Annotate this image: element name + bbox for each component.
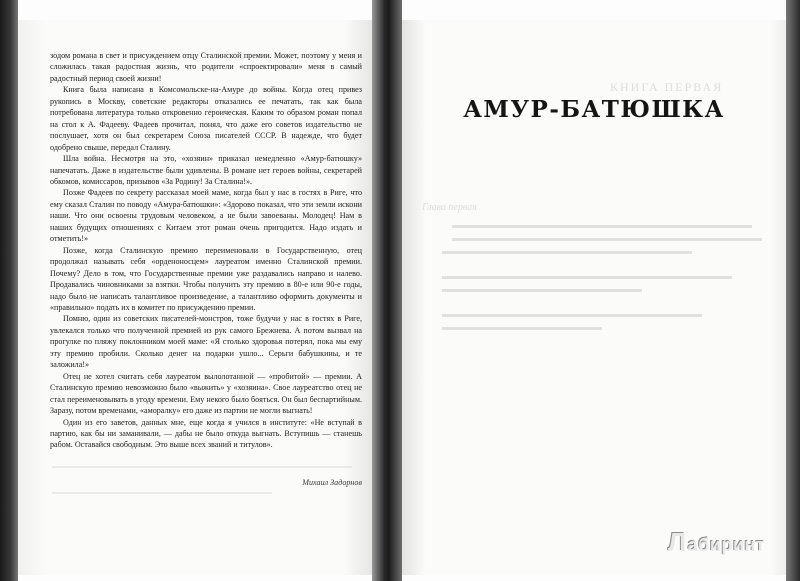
paragraph: Позже Фадеев по секрету рассказал моей маме, когда был у нас в гостях в Риге, что ему сказал Сталин по поводу «Амура-батюшки»: «Здорово показал, что эти земли искони наши. Что они освоены трудовым человеком, а не были завоеваны. Молодец! Нам в наших будущих отношениях с Китаем этот роман очень пригодится. Надо издать и отметить!» (50, 188, 362, 244)
watermark-text: абиринт (687, 535, 766, 555)
show-through-line (442, 314, 702, 317)
paragraph: Отец не хотел считать себя лауреатом вылолотанной — «пробитой» — премии. А Сталинскую премию невозможно было «выжить» у «хозяина». Свое лауреатство отец не стал переименовывать в угоду времени. Ему некого было бояться. Он был беспартийным. Заразу, потом временами, «аморалку» его даже из партии не могли выгнать! (50, 371, 362, 416)
left-edge-shadow (0, 0, 18, 581)
show-through-subheading: Глава первая (422, 202, 477, 213)
bleed-through-line (52, 466, 352, 468)
reverse-side-show-through (412, 80, 772, 500)
author-signature: Михаил Задорнов (302, 478, 362, 487)
paragraph: Помню, один из советских писателей-монстров, тоже будучи у нас в гостях в Риге, увлекался только что полученной премией из рук самого Брежнева. А потом вызвал на прогулке по пляжу поклонником моей маме: «Я столько здоровья потерял, пока мы ему эту премию пробили. Сколько денег на подарки ушло... Серьги бабушкины, и те заложила!» (50, 314, 362, 370)
show-through-line (442, 276, 732, 279)
bleed-through-line (52, 492, 272, 494)
paragraph: Позже, когда Сталинскую премию переименовали в Государственную, отец продолжал называть себя «орденоносцем» лауреатом именно Сталинской премии. Почему? Дело в том, что Государственные премии уже раздавались направо и налево. Продавались чиновниками за взятки. Чтобы получить эту премию в 80-е или 90-е годы, надо было не написать талантливое произведение, а талантливо оформить документы и «правильно» подать их в комитет по присуждению премии. (50, 245, 362, 312)
show-through-heading: КНИГА ПЕРВАЯ (610, 80, 724, 94)
paragraph: Один из его заветов, данных мне, еще когда я учился в институте: «Не вступай в партию, как бы ни заманивали, — дабы не было откуда выгнать. Вступишь — станешь рабом. Оставайся свободным. Это выше всех званий и титулов». (50, 417, 362, 450)
labirint-watermark (668, 527, 765, 558)
show-through-line (442, 289, 642, 292)
labirint-logo-icon: Л (668, 527, 687, 557)
show-through-line (452, 225, 752, 228)
spine-shadow (372, 0, 402, 581)
right-edge-shadow (786, 0, 800, 581)
paragraph: Шла война. Несмотря на это, «хозяин» приказал немедленно «Амур-батюшку» напечатать. Даже в издательстве были удивлены. В романе нет героев войны, секретарей обкомов, комиссаров, призывов «За Родину! За Сталина!». (50, 154, 362, 186)
show-through-line (452, 238, 762, 241)
show-through-line (442, 327, 602, 330)
book-title: АМУР-БАТЮШКА (463, 96, 725, 123)
paragraph: Книга была написана в Комсомольске-на-Амуре до войны. Когда отец привез рукопись в Москву, советские редакторы отказались ее печатать, так как была потребована литература только откровенно героическая. Каким то образом роман попал на стол к А. Фадееву. Фадеев прочитал, понял, что даже его советов издательство не послушает, хотя он был секретарем Союза писателей СССР. В надежде, что будет одобрено свыше, передал Сталину. (50, 85, 362, 152)
show-through-line (442, 251, 692, 254)
left-page-body-text (50, 50, 362, 451)
paragraph: зодом романа в свет и присуждением отцу Сталинской премии. Может, поэтому у меня и сложилась такая радостная жизнь, что родители «спроектировали» меня в самый радостный период своей жизни! (50, 51, 362, 83)
